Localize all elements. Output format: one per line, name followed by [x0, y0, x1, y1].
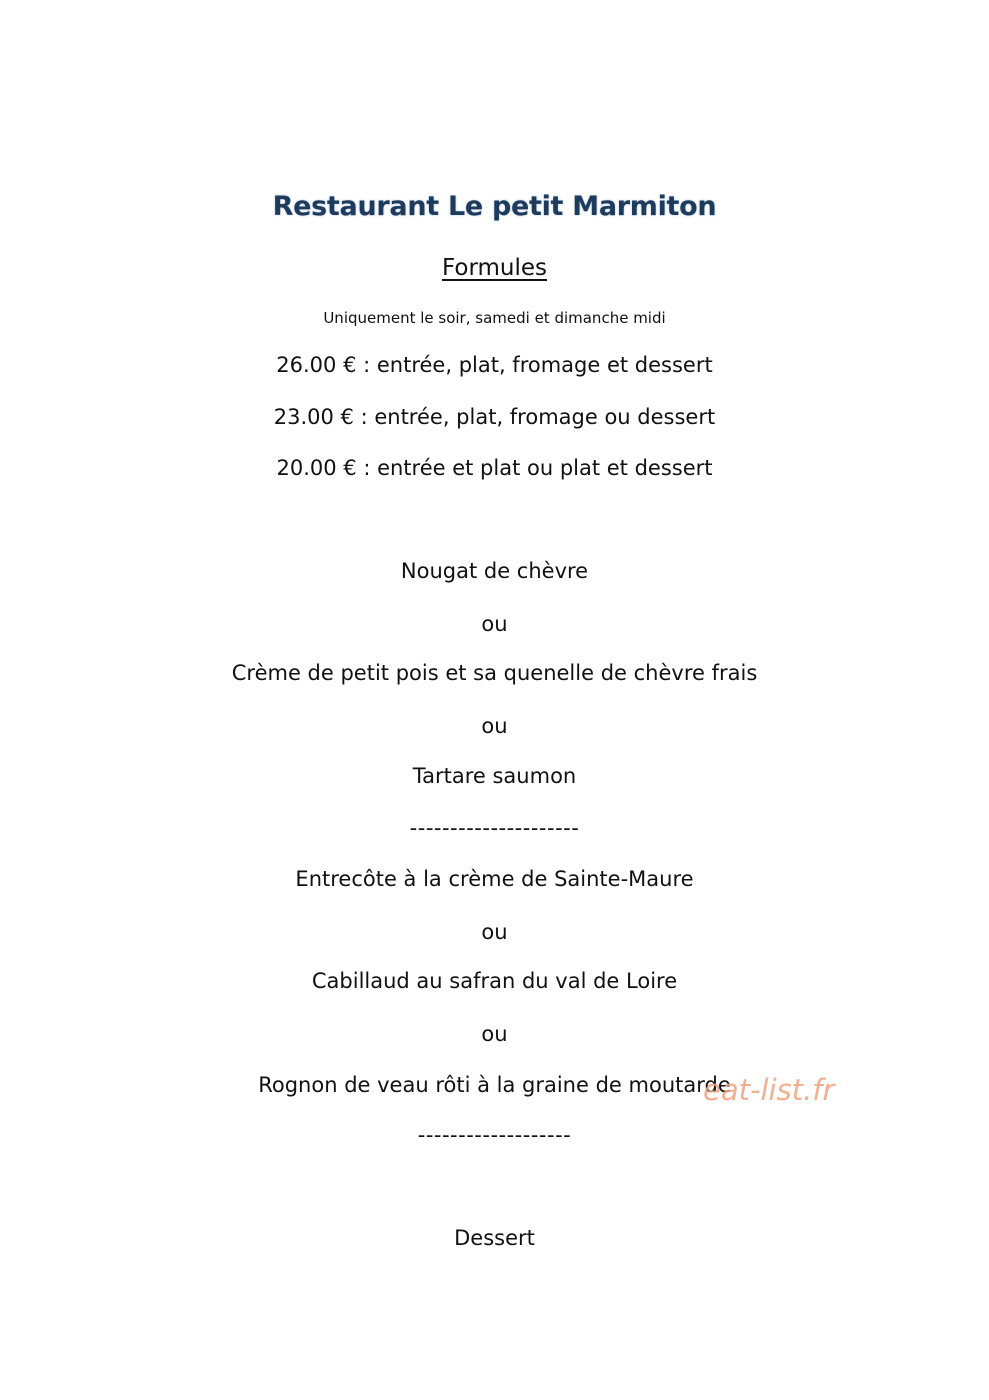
starter-or-2: ou	[481, 714, 508, 738]
starter-item-3: Tartare saumon	[412, 764, 577, 788]
main-item-3: Rognon de veau rôti à la graine de moutarde	[258, 1073, 731, 1097]
formules-heading: Formules	[441, 255, 548, 281]
main-or-1: ou	[481, 920, 508, 944]
starter-item-1: Nougat de chèvre	[400, 559, 589, 583]
price-option-2: 23.00 € : entrée, plat, fromage ou dessert	[273, 405, 716, 429]
section-separator-2: -------------------	[417, 1123, 572, 1147]
main-or-2: ou	[481, 1022, 508, 1046]
starter-item-2: Crème de petit pois et sa quenelle de chèvre frais	[231, 661, 758, 685]
restaurant-title: Restaurant Le petit Marmiton	[272, 191, 717, 222]
price-option-3: 20.00 € : entrée et plat ou plat et dessert	[276, 456, 713, 480]
main-item-2: Cabillaud au safran du val de Loire	[311, 969, 678, 993]
price-option-1: 26.00 € : entrée, plat, fromage et dessert	[276, 353, 713, 377]
section-separator-1: ---------------------	[409, 816, 580, 840]
dessert-heading: Dessert	[454, 1226, 535, 1250]
starter-or-1: ou	[481, 612, 508, 636]
availability-note: Uniquement le soir, samedi et dimanche midi	[323, 309, 666, 327]
watermark-text: eat-list.fr	[703, 1073, 835, 1107]
main-item-1: Entrecôte à la crème de Sainte-Maure	[295, 867, 694, 891]
